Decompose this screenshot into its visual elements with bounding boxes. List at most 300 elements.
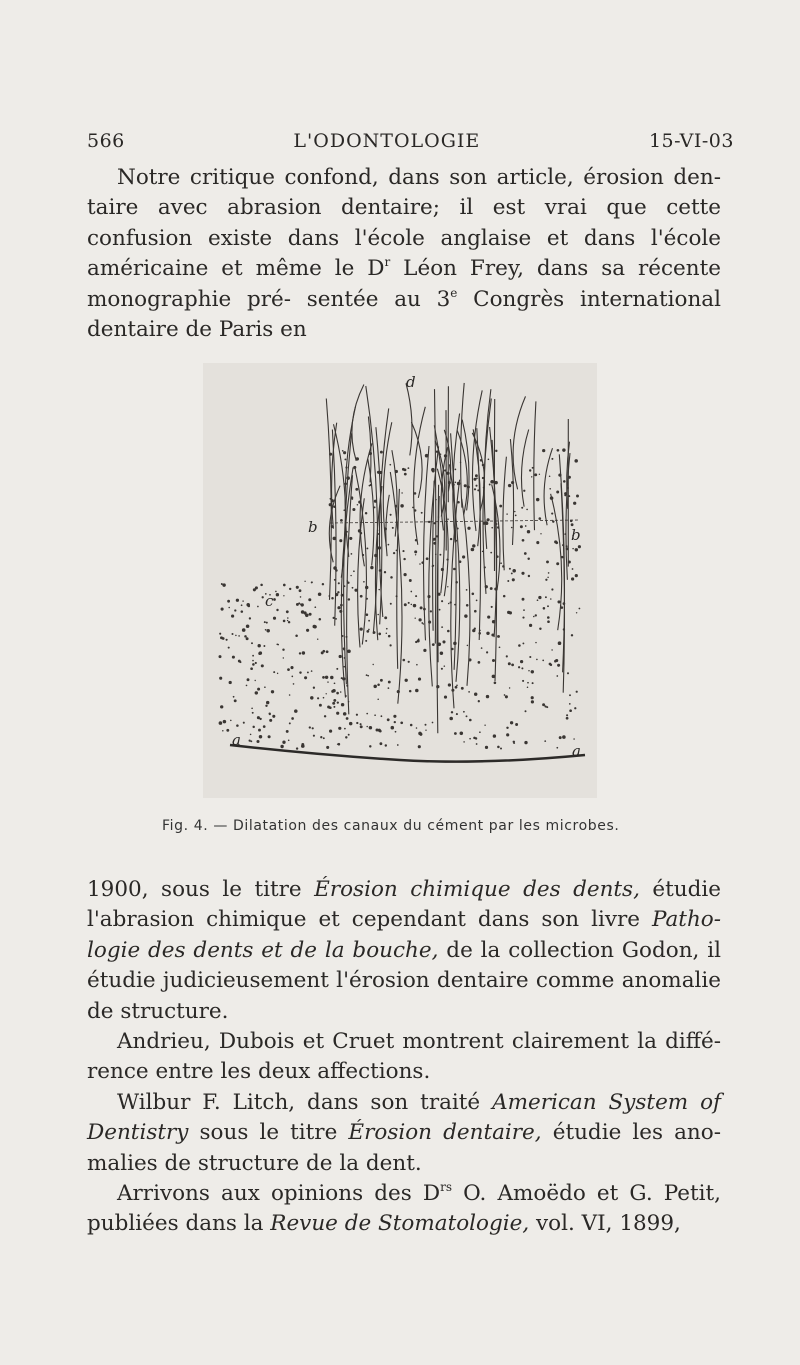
microbe-dot	[437, 643, 438, 644]
paragraph-4	[87, 1088, 721, 1179]
microbe-dot	[579, 608, 581, 610]
microbe-dot	[556, 675, 558, 677]
microbe-dot	[411, 604, 413, 606]
microbe-dot	[438, 516, 440, 518]
microbe-dot	[491, 606, 493, 608]
microbe-dot	[557, 600, 560, 603]
microbe-dot	[412, 507, 414, 509]
microbe-dot	[384, 527, 387, 530]
microbe-dot	[314, 606, 316, 608]
microbe-dot	[546, 560, 549, 563]
microbe-dot	[527, 530, 530, 533]
microbe-dot	[340, 691, 342, 693]
microbe-dot	[332, 689, 335, 692]
microbe-dot	[288, 621, 290, 623]
microbe-dot	[543, 607, 546, 610]
microbe-dot	[377, 698, 379, 700]
microbe-dot	[387, 718, 390, 721]
microbe-dot	[289, 694, 291, 696]
microbe-dot	[468, 691, 470, 693]
microbe-dot	[489, 484, 491, 486]
microbe-dot	[378, 589, 379, 590]
microbe-dot	[455, 581, 458, 584]
microbe-dot	[576, 691, 578, 693]
microbe-dot	[264, 621, 266, 623]
microbe-dot	[251, 642, 253, 644]
microbe-dot	[415, 689, 419, 693]
microbe-dot	[446, 558, 448, 560]
microbe-dot	[480, 459, 483, 462]
microbe-dot	[325, 676, 328, 679]
microbe-dot	[556, 747, 558, 749]
microbe-dot	[343, 451, 346, 454]
p2-seg-1: 1900, sous le titre	[87, 877, 315, 902]
microbe-dot	[338, 743, 341, 746]
microbe-dot	[408, 602, 410, 604]
microbe-dot	[312, 727, 314, 729]
microbe-dot	[301, 743, 304, 746]
microbe-dot	[395, 505, 398, 508]
microbe-dot	[557, 449, 560, 452]
microbe-dot	[310, 696, 313, 699]
microbe-dot	[457, 482, 461, 486]
microbe-dot	[280, 745, 283, 748]
microbe-dot	[301, 610, 305, 614]
microbe-dot	[550, 598, 552, 600]
microbe-dot	[418, 639, 420, 641]
microbe-dot	[342, 450, 344, 452]
microbe-dot	[262, 596, 264, 598]
microbe-dot	[531, 476, 532, 477]
microbe-dot	[294, 709, 298, 713]
microbe-dot	[547, 605, 549, 607]
microbe-dot	[511, 481, 514, 484]
microbe-dot	[305, 614, 309, 618]
microbe-dot	[564, 492, 567, 495]
microbe-dot	[282, 648, 284, 650]
microbe-dot	[446, 472, 449, 475]
label-b-right: b	[571, 526, 581, 544]
microbe-dot	[388, 544, 390, 546]
microbe-dot	[272, 715, 275, 718]
microbe-dot	[439, 609, 441, 611]
microbe-dot	[536, 541, 539, 544]
microbe-dot	[228, 647, 230, 649]
microbe-dot	[380, 451, 383, 454]
p4-seg-5: étudie les ano-malies de structure de la dent.	[87, 1120, 721, 1176]
microbe-dot	[552, 520, 554, 522]
microbe-dot	[309, 726, 311, 728]
microbe-dot	[283, 584, 286, 587]
microbe-dot	[455, 469, 457, 471]
microbe-dot	[499, 646, 501, 648]
microbe-dot	[251, 707, 253, 709]
microbe-dot	[542, 703, 545, 706]
microbe-dot	[571, 634, 573, 636]
microbe-dot	[317, 697, 319, 699]
running-title: L'ODONTOLOGIE	[293, 130, 481, 152]
microbe-dot	[379, 471, 382, 474]
microbe-dot	[415, 595, 417, 597]
microbe-dot	[219, 655, 222, 658]
microbe-dot	[335, 593, 338, 596]
microbe-dot	[268, 735, 271, 738]
microbe-dot	[282, 741, 285, 744]
microbe-dot	[395, 731, 397, 733]
microbe-dot	[461, 687, 464, 690]
microbe-dot	[451, 689, 454, 692]
microbe-dot	[522, 642, 524, 644]
microbe-dot	[566, 547, 569, 550]
microbe-dot	[299, 589, 302, 592]
p1-line-3: existe dans l'école anglaise et dans l'école américaine et	[87, 225, 721, 282]
microbe-dot	[527, 686, 529, 688]
microbe-dot	[276, 609, 278, 611]
label-a-right: a	[572, 742, 581, 760]
microbe-dot	[436, 685, 439, 688]
microbe-dot	[345, 736, 347, 738]
microbe-dot	[271, 690, 274, 693]
microbe-dot	[283, 595, 284, 596]
microbe-dot	[528, 670, 529, 671]
microbe-dot	[283, 620, 286, 623]
microbe-dot	[392, 527, 394, 529]
p1-line-2: taire avec abrasion dentaire; il est vrai que cette confusion	[87, 195, 721, 251]
microbe-dot	[337, 701, 339, 703]
microbe-dot	[537, 599, 539, 601]
microbe-dot	[238, 635, 240, 637]
microbe-dot	[506, 733, 509, 736]
microbe-dot	[452, 484, 454, 486]
microbe-dot	[363, 581, 365, 583]
microbe-dot	[554, 660, 557, 663]
microbe-dot	[416, 664, 418, 666]
microbe-dot	[421, 561, 424, 564]
microbe-dot	[558, 641, 562, 645]
microbe-dot	[402, 468, 405, 471]
microbe-dot	[444, 665, 446, 667]
microbe-dot	[511, 572, 513, 574]
microbe-dot	[343, 712, 347, 716]
microbe-dot	[283, 657, 284, 658]
microbe-dot	[351, 496, 354, 499]
microbe-dot	[441, 626, 443, 628]
microbe-dot	[460, 462, 462, 464]
microbe-dot	[228, 607, 230, 609]
microbe-dot	[287, 617, 289, 619]
microbe-dot	[365, 586, 368, 589]
microbe-dot	[349, 537, 352, 540]
p2-seg-3: étudie l'abrasion chimique et cependant dans son livre	[87, 877, 721, 933]
microbe-dot	[393, 715, 396, 718]
microbe-dot	[252, 663, 255, 666]
microbe-dot	[334, 682, 336, 684]
microbe-dot	[366, 726, 368, 728]
microbe-dot	[236, 599, 239, 602]
microbe-dot	[442, 640, 445, 643]
microbe-dot	[250, 667, 253, 670]
microbe-dot	[365, 512, 367, 514]
microbe-dot	[261, 664, 264, 667]
microbe-dot	[467, 645, 469, 647]
microbe-dot	[435, 553, 437, 555]
microbe-dot	[486, 632, 489, 635]
microbe-dot	[291, 717, 294, 720]
microbe-dot	[495, 450, 497, 452]
microbe-dot	[333, 617, 335, 619]
microbe-dot	[395, 470, 398, 473]
microbe-dot	[444, 696, 447, 699]
microbe-dot	[368, 629, 370, 631]
microbe-dot	[259, 651, 262, 654]
paragraph-3: Andrieu, Dubois et Cruet montrent clairement la diffé-rence entre les deux affections.	[87, 1029, 721, 1085]
microbe-dot	[496, 523, 498, 525]
microbe-dot	[488, 458, 490, 460]
microbe-dot	[311, 670, 313, 672]
microbe-dot	[562, 448, 565, 451]
microbe-dot	[479, 629, 481, 631]
microbe-dot	[532, 682, 534, 684]
microbe-dot	[319, 704, 322, 707]
microbe-dot	[320, 736, 322, 738]
microbe-dot	[560, 605, 561, 606]
microbe-dot	[378, 546, 381, 549]
microbe-dot	[318, 592, 322, 596]
microbe-dot	[464, 484, 467, 487]
p5-title-revue: Revue de Stomatologie,	[270, 1211, 530, 1237]
microbe-dot	[467, 527, 470, 530]
microbe-dot	[520, 660, 523, 663]
microbe-dot	[247, 678, 250, 681]
microbe-dot	[548, 572, 550, 574]
microbe-dot	[423, 623, 424, 624]
microbe-dot	[389, 644, 391, 646]
microbe-dot	[569, 694, 571, 696]
microbe-dot	[485, 522, 488, 525]
microbe-dot	[388, 635, 391, 638]
microbe-dot	[535, 642, 536, 643]
microbe-dot	[405, 679, 408, 682]
paragraph-5	[87, 1179, 721, 1240]
microbe-dot	[533, 616, 535, 618]
microbe-dot	[476, 743, 478, 745]
microbe-dot	[366, 713, 368, 715]
microbe-dot	[344, 657, 346, 659]
microbe-dot	[418, 745, 421, 748]
microbe-dot	[390, 603, 392, 605]
microbe-dot	[539, 628, 541, 630]
microbe-dot	[474, 627, 476, 629]
microbe-dot	[515, 515, 517, 517]
microbe-dot	[340, 519, 343, 522]
microbe-dot	[304, 676, 307, 679]
microbe-dot	[505, 695, 508, 698]
microbe-dot	[490, 587, 493, 590]
microbe-dot	[472, 593, 475, 596]
microbe-dot	[551, 513, 553, 515]
microbe-dot	[468, 658, 471, 661]
microbe-dot	[386, 628, 388, 630]
microbe-dot	[323, 737, 325, 739]
p1-sup-e: e	[450, 285, 458, 300]
microbe-dot	[343, 666, 345, 668]
microbe-dot	[475, 485, 477, 487]
microbe-dot	[551, 458, 553, 460]
microbe-dot	[337, 606, 340, 609]
microbe-dot	[276, 593, 279, 596]
microbe-dot	[466, 589, 468, 591]
microbe-dot	[430, 610, 432, 612]
microbe-dot	[455, 686, 458, 689]
microbe-dot	[400, 504, 403, 507]
microbe-dot	[482, 551, 484, 553]
microbe-dot	[341, 703, 344, 706]
microbe-dot	[263, 645, 265, 647]
microbe-dot	[558, 474, 561, 477]
microbe-dot	[242, 600, 243, 601]
microbe-dot	[369, 745, 371, 747]
microbe-dot	[522, 598, 525, 601]
microbe-dot	[415, 554, 416, 555]
p1-line-4b: Léon Frey, dans sa récente monographie pré-	[87, 256, 721, 312]
microbe-dot	[381, 715, 383, 717]
microbe-dot	[506, 655, 508, 657]
microbe-dot	[476, 477, 478, 479]
microbe-dot	[547, 577, 548, 578]
microbe-dot	[563, 602, 566, 605]
microbe-dot	[286, 610, 289, 613]
microbe-dot	[460, 732, 464, 736]
microbe-dot	[344, 728, 346, 730]
microbe-dot	[242, 628, 246, 632]
microbe-dot	[567, 487, 569, 489]
microbe-dot	[360, 628, 363, 631]
microbe-dot	[566, 714, 568, 716]
p5-sup-drs: rs	[440, 1180, 453, 1195]
microbe-dot	[352, 587, 354, 589]
microbe-dot	[236, 724, 239, 727]
microbe-dot	[550, 496, 554, 500]
microbe-dot	[323, 697, 325, 699]
microbe-dot	[344, 458, 346, 460]
microbe-dot	[493, 734, 496, 737]
microbe-dot	[379, 569, 382, 572]
microbe-dot	[377, 683, 380, 686]
microbe-dot	[350, 575, 351, 576]
microbe-dot	[252, 660, 254, 662]
microbe-dot	[504, 694, 506, 696]
microbe-dot	[334, 579, 336, 581]
microbe-dot	[353, 570, 355, 572]
figure-caption: Fig. 4. — Dilatation des canaux du cément par les microbes.	[162, 818, 620, 834]
microbe-dot	[532, 467, 534, 469]
microbe-dot	[477, 489, 479, 491]
microbe-dot	[471, 548, 475, 552]
microbe-dot	[338, 582, 340, 584]
microbe-dot	[439, 554, 441, 556]
microbe-dot	[339, 610, 342, 613]
microbe-dot	[425, 724, 427, 726]
microbe-dot	[369, 726, 372, 729]
microbe-dot	[441, 600, 443, 602]
microbe-dot	[463, 711, 465, 713]
microbe-dot	[451, 711, 453, 713]
microbe-dot	[448, 603, 450, 605]
microbe-dot	[556, 491, 559, 494]
microbe-dot	[404, 603, 407, 606]
microbe-dot	[528, 575, 530, 577]
cementum-canals-drawing	[200, 360, 600, 800]
microbe-dot	[520, 525, 523, 528]
microbe-dot	[384, 616, 387, 619]
microbe-dot	[508, 662, 511, 665]
paragraph-1	[87, 163, 721, 345]
microbe-dot	[414, 550, 417, 553]
microbe-dot	[497, 526, 499, 528]
microbe-dot	[273, 598, 276, 601]
microbe-dot	[308, 598, 311, 601]
microbe-dot	[257, 606, 259, 608]
microbe-dot	[269, 719, 272, 722]
microbe-dot	[358, 501, 361, 504]
microbe-dot	[534, 473, 537, 476]
p2-title-erosion-chimique: Érosion chimique des dents,	[314, 877, 640, 902]
microbe-dot	[418, 618, 421, 621]
microbe-dot	[531, 700, 534, 703]
microbe-dot	[575, 548, 578, 551]
microbe-dot	[331, 507, 332, 508]
microbe-dot	[573, 738, 575, 740]
microbe-dot	[413, 604, 416, 607]
p4-seg-3: sous le titre	[188, 1120, 349, 1146]
microbe-dot	[525, 525, 527, 527]
microbe-dot	[256, 740, 259, 743]
microbe-dot	[482, 464, 485, 467]
microbe-dot	[572, 548, 574, 550]
microbe-dot	[219, 677, 222, 680]
microbe-dot	[374, 714, 376, 716]
microbe-dot	[567, 672, 569, 674]
microbe-dot	[524, 552, 527, 555]
microbe-dot	[432, 643, 435, 646]
microbe-dot	[440, 453, 441, 454]
microbe-dot	[276, 643, 278, 645]
microbe-dot	[575, 574, 578, 577]
microbe-dot	[418, 678, 421, 681]
microbe-dot	[433, 542, 436, 545]
microbe-dot	[336, 712, 339, 715]
microbe-dot	[409, 690, 412, 693]
microbe-dot	[539, 517, 542, 520]
microbe-dot	[366, 598, 368, 600]
microbe-dot	[356, 714, 358, 716]
microbe-dot	[457, 501, 460, 504]
p4-title-erosion-dentaire: Érosion dentaire,	[348, 1120, 542, 1146]
microbe-dot	[333, 537, 337, 541]
microbe-dot	[518, 666, 520, 668]
microbe-dot	[564, 533, 566, 535]
microbe-dot	[476, 600, 478, 602]
microbe-dot	[456, 684, 458, 686]
microbe-dot	[572, 568, 574, 570]
microbe-dot	[457, 528, 459, 530]
microbe-dot	[298, 602, 300, 604]
microbe-dot	[547, 620, 550, 623]
microbe-dot	[523, 609, 525, 611]
p1-line-5a: sentée au 3	[306, 286, 451, 312]
microbe-dot	[576, 495, 579, 498]
microbe-dot	[455, 482, 457, 484]
